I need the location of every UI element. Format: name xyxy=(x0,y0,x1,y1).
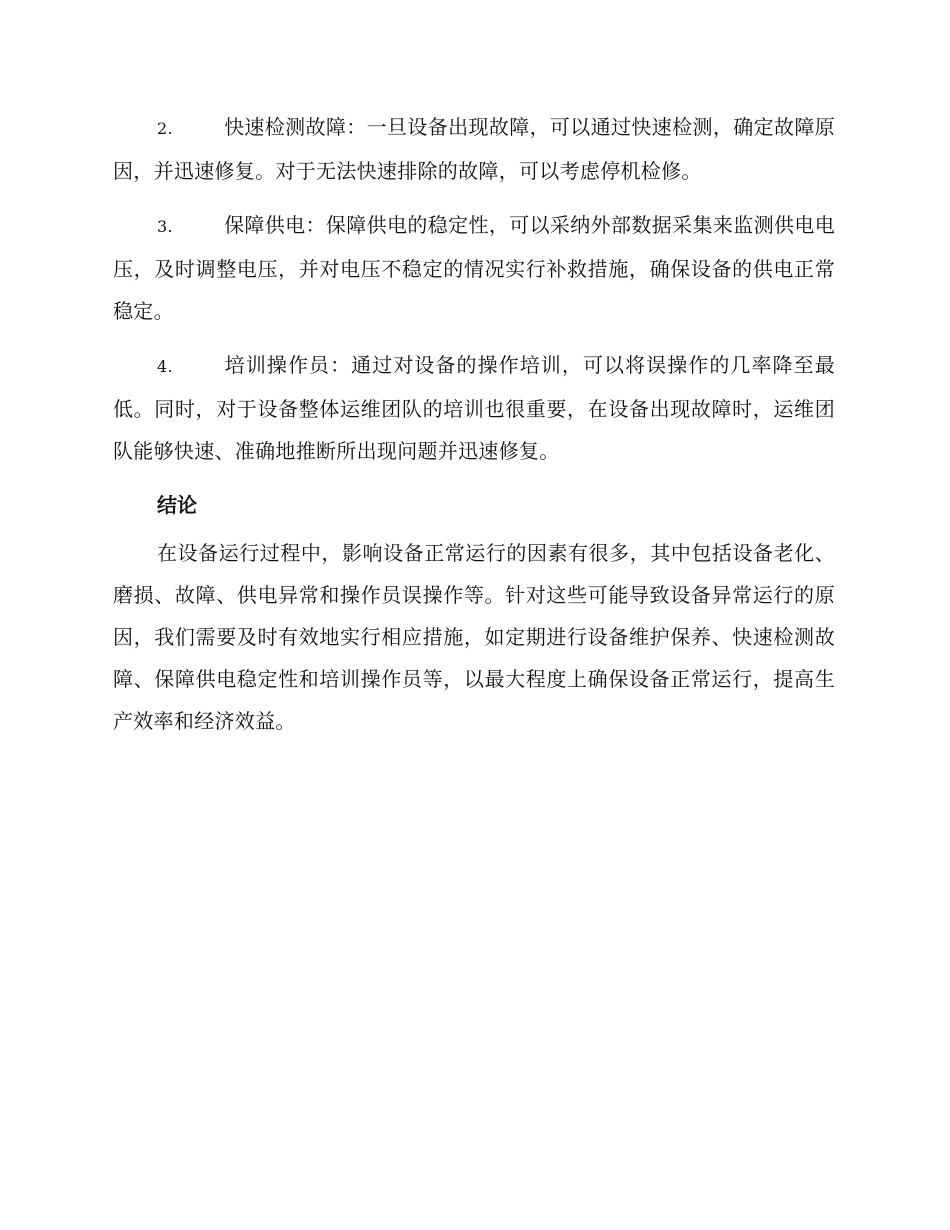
list-item-text: 快速检测故障：一旦设备出现故障，可以通过快速检测，确定故障原因，并迅速修复。对于无法快速排除的故障，可以考虑停机检修。 xyxy=(113,115,835,183)
list-item-text: 培训操作员：通过对设备的操作培训，可以将误操作的几率降至最低。同时，对于设备整体运维团队的培训也很重要，在设备出现故障时，运维团队能够快速、准确地推断所出现问题并迅速修复。 xyxy=(113,353,835,463)
list-number: 2. xyxy=(157,119,173,138)
list-item-4 xyxy=(113,344,835,472)
list-item-text: 保障供电：保障供电的稳定性，可以采纳外部数据采集来监测供电电压，及时调整电压，并对电压不稳定的情况实行补救措施，确保设备的供电正常稳定。 xyxy=(113,213,835,323)
conclusion-paragraph: 在设备运行过程中，影响设备正常运行的因素有很多，其中包括设备老化、磨损、故障、供电异常和操作员误操作等。针对这些可能导致设备异常运行的原因，我们需要及时有效地实行相应措施，如定期进行设备维护保养、快速检测故障、保障供电稳定性和培训操作员等，以最大程度上确保设备正常运行，提高生产效率和经济效益。 xyxy=(113,541,835,733)
list-item-3 xyxy=(113,204,835,332)
list-number: 3. xyxy=(157,217,173,236)
list-number: 4. xyxy=(157,357,173,376)
document-content xyxy=(113,106,835,742)
list-item-2 xyxy=(113,106,835,192)
conclusion-heading: 结论 xyxy=(157,493,197,517)
